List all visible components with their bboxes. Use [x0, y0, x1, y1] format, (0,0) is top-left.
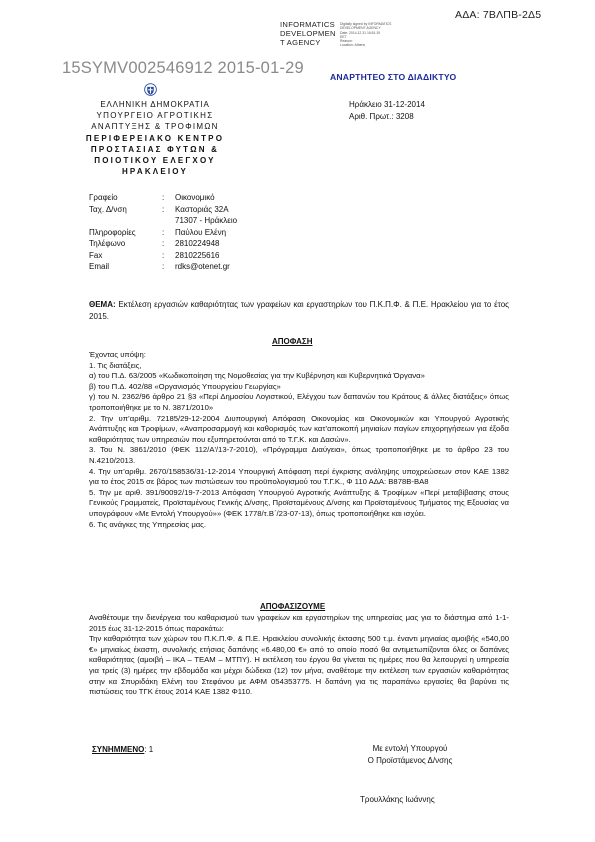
contact-value: 71307 - Ηράκλειο [175, 216, 238, 225]
signature-line: Με εντολή Υπουργού [372, 744, 448, 753]
attachments [92, 745, 153, 756]
paragraph: γ) του Ν. 2362/96 άρθρο 21 §3 «Περί Δημοσίου Λογιστικού, Ελέγχου των δαπανών του Κράτους & άλλες διατάξεις» όπως τροποποιήθηκε με το Ν. 3871/2010» [89, 392, 509, 412]
paragraph: 6. Τις ανάγκες της Υπηρεσίας μας. [89, 519, 207, 529]
contact-row [89, 205, 389, 217]
contact-label: Fax [89, 250, 103, 260]
contact-row [89, 228, 389, 240]
publish-online-notice: ΑΝΑΡΤΗΤΕΟ ΣΤΟ ΔΙΑΔΙΚΤΥΟ [330, 72, 457, 82]
decision-section [89, 613, 509, 698]
contact-label: Τηλέφωνο [89, 239, 126, 248]
signature-detail-line: DEVELOPMENT AGENCY [340, 26, 381, 31]
contact-details [89, 193, 389, 274]
paragraph: Αναθέτουμε την διενέργεια του καθαρισμού των γραφείων και εργαστηρίων της υπηρεσίας μας για το διάστημα από 1-1-2015 έως 31-12-2015 όπως παρακάτω: [89, 613, 509, 633]
paragraph: Την καθαριότητα των χώρων του Π.Κ.Π.Φ. & Π.Ε. Ηρακλείου συνολικής έκτασης 500 τ.μ. έναντι μηνιαίας αμοιβής «540,00 €» μηνιαίως έκαστη, συνολικής ετήσιας δαπάνης «6.480,00 €» από το οποίο ποσό θα αντιμετωπίζονται όλες οι δαπάνες καθαριότητας (αμοιβή – ΙΚΑ – ΤΕΑΜ – ΜΤΠΥ). Η εκτέλεση του έργου θα γίνεται τις ημέρες που θα λειτουργεί η υπηρεσία για τρείς (3) ημέρες την εβδομάδα και μέχρι δώδεκα (12) τον μήνα, αναθέτομε την εκτέλεση των εργασιών καθαριότητας στην κα Σπυριδάκη Ελένη του Στεφάνου με ΑΦΜ 054353775. Η δαπάνη για τις παραπάνω εργασίες θα βαρύνει τις πιστώσεις του ΤΓΚ έτους 2014 ΚΑΕ 1382 Φ110. [89, 634, 509, 697]
colon: : [162, 204, 165, 214]
contact-row [89, 239, 389, 251]
header-line: ΠΟΙΟΤΙΚΟΥ ΕΛΕΓΧΟΥ [94, 156, 216, 166]
signature-details [340, 22, 420, 48]
contact-row [89, 251, 389, 263]
colon: : [162, 262, 165, 271]
contact-value: Παύλου Ελένη [175, 227, 227, 237]
registry-stamp: 15SYMV002546912 2015-01-29 [62, 59, 304, 77]
agency-name-line: DEVELOPMEN [280, 28, 336, 38]
signature-detail-line: Location: Athens [340, 43, 366, 48]
signature-detail-line: EET [340, 34, 347, 39]
contact-email: rdks@otenet.gr [175, 262, 230, 271]
signer-agency-name [280, 21, 340, 48]
paragraph: 4. Την υπ’αριθμ. 2670/158536/31-12-2014 Υπουργική Απόφαση περί έγκρισης ανάληψης υποχρεώσεων στον ΚΑΕ 1382 για το έτος 2015 σε βάρος των πιστώσεων του προϋπολογισμού του Τ.Γ.Κ., Φ 110 ΑΔΑ: Β878Β-ΒΑ8 [89, 466, 509, 487]
attachments-count: : 1 [144, 745, 154, 754]
colon: : [162, 227, 165, 237]
issuer-header [60, 99, 250, 177]
signature-detail-line: Reason: [340, 39, 353, 43]
colon: : [162, 193, 165, 202]
ada-code: ΑΔΑ: 7ΒΛΠΒ-2Δ5 [455, 9, 542, 21]
paragraph: 1. Τις διατάξεις, [89, 360, 142, 370]
agency-name-line: INFORMATICS [280, 20, 336, 29]
subject-line [89, 299, 509, 323]
greek-emblem-icon [144, 83, 157, 96]
place-date: Ηράκλειο 31-12-2014 [349, 100, 425, 109]
contact-value: Καστοριάς 32Α [175, 204, 229, 214]
paragraph: 3. Του Ν. 3861/2010 (ΦΕΚ 112/Α'/13-7-2010), «Πρόγραμμα Διαύγεια», όπως τροποποιήθηκε με το άρθρο 23 του Ν.4210/2013. [89, 445, 509, 465]
contact-row [89, 193, 389, 205]
signature-detail-line: Date: 2014.12.31 16:51:19 [340, 30, 381, 35]
paragraph: β) του Π.Δ. 402/88 «Οργανισμός Υπουργείου Γεωργίας» [89, 381, 281, 391]
signature-block [335, 743, 485, 767]
date-and-protocol [349, 99, 425, 123]
paragraph: 2. Την υπ’αριθμ. 72185/29-12-2004 Διυπουργική Απόφαση Οικονομίας και Οικονομικών και Υπουργού Αγροτικής Ανάπτυξης και Τροφίμων, «Αναπροσαρμογή και καθορισμός των κατ’αποκοπή μηνιαίων παγίων επιχορηγήσεων για έξοδα καθαριότητας των υπηρεσιών που εξυπηρετούνται από το Τ.Γ.Κ. και Δασών». [89, 413, 509, 444]
decision-heading: ΑΠΟΦΑΣΗ [272, 337, 313, 346]
header-line: ΥΠΟΥΡΓΕΙΟ ΑΓΡΟΤΙΚΗΣ [96, 111, 214, 121]
header-line: ΠΕΡΙΦΕΡΕΙΑΚΟ ΚΕΝΤΡΟ [85, 133, 225, 143]
contact-row [89, 216, 389, 228]
agency-name-line: T AGENCY [280, 37, 321, 47]
header-line: ΕΛΛΗΝΙΚΗ ΔΗΜΟΚΡΑΤΙΑ [100, 100, 210, 109]
contact-label: Email [89, 262, 110, 271]
considerations-section [89, 350, 509, 530]
paragraph: 5. Την με αριθ. 391/90092/19-7-2013 Απόφαση Υπουργού Αγροτικής Ανάπτυξης & Τροφίμων «Περί μεταβίβασης στους Γενικούς Γραμματείς, Προϊσταμένους Γενικής Δ/νσης, Προϊσταμένους Δ/νσης και Προϊσταμένους Τμήματος της Εξουσίας να υπογράφουν «Με Εντολή Υπουργού»» (ΦΕΚ 1778/τ.Β΄/23-07-13), όπως τροποποιήθηκε και ισχύει. [89, 487, 509, 518]
signer-name: Τρουλλάκης Ιωάννης [360, 795, 435, 804]
attachments-label: ΣΥΝΗΜΜΕΝΟ [92, 745, 145, 754]
subject-text: Εκτέλεση εργασιών καθαριότητας των γραφείων και εργαστηρίων του Π.Κ.Π.Φ. & Π.Ε. Ηρακλείου για το έτος 2015. [89, 300, 509, 321]
contact-value: 2810224948 [175, 239, 220, 248]
protocol-number: Αριθ. Πρωτ.: 3208 [349, 112, 414, 121]
contact-label: Πληροφορίες [89, 227, 136, 237]
contact-label: Ταχ. Δ/νση [89, 204, 127, 214]
header-line: ΑΝΑΠΤΥΞΗΣ & ΤΡΟΦΙΜΩΝ [91, 122, 219, 132]
paragraph: Έχοντας υπόψη: [89, 350, 146, 359]
header-line: ΠΡΟΣΤΑΣΙΑΣ ΦΥΤΩΝ & [90, 144, 220, 154]
colon: : [162, 250, 165, 260]
signature-line: Ο Προϊστάμενος Δ/νσης [367, 756, 453, 765]
contact-value: 2810225616 [175, 250, 220, 260]
header-line: ΗΡΑΚΛΕΙΟΥ [121, 167, 189, 177]
contact-value: Οικονομικό [175, 193, 215, 202]
contact-label: Γραφείο [89, 193, 118, 202]
subject-label: ΘΕΜΑ: [89, 300, 116, 309]
we-decide-heading: ΑΠΟΦΑΣΙΖΟΥΜΕ [260, 602, 326, 611]
paragraph: α) του Π.Δ. 63/2005 «Κωδικοποίηση της Νομοθεσίας για την Κυβέρνηση και Κυβερνητικά Όργανα» [89, 371, 425, 381]
colon: : [162, 239, 165, 248]
signature-detail-line: Digitally signed by INFORMATICS [340, 22, 392, 26]
contact-row [89, 262, 389, 274]
